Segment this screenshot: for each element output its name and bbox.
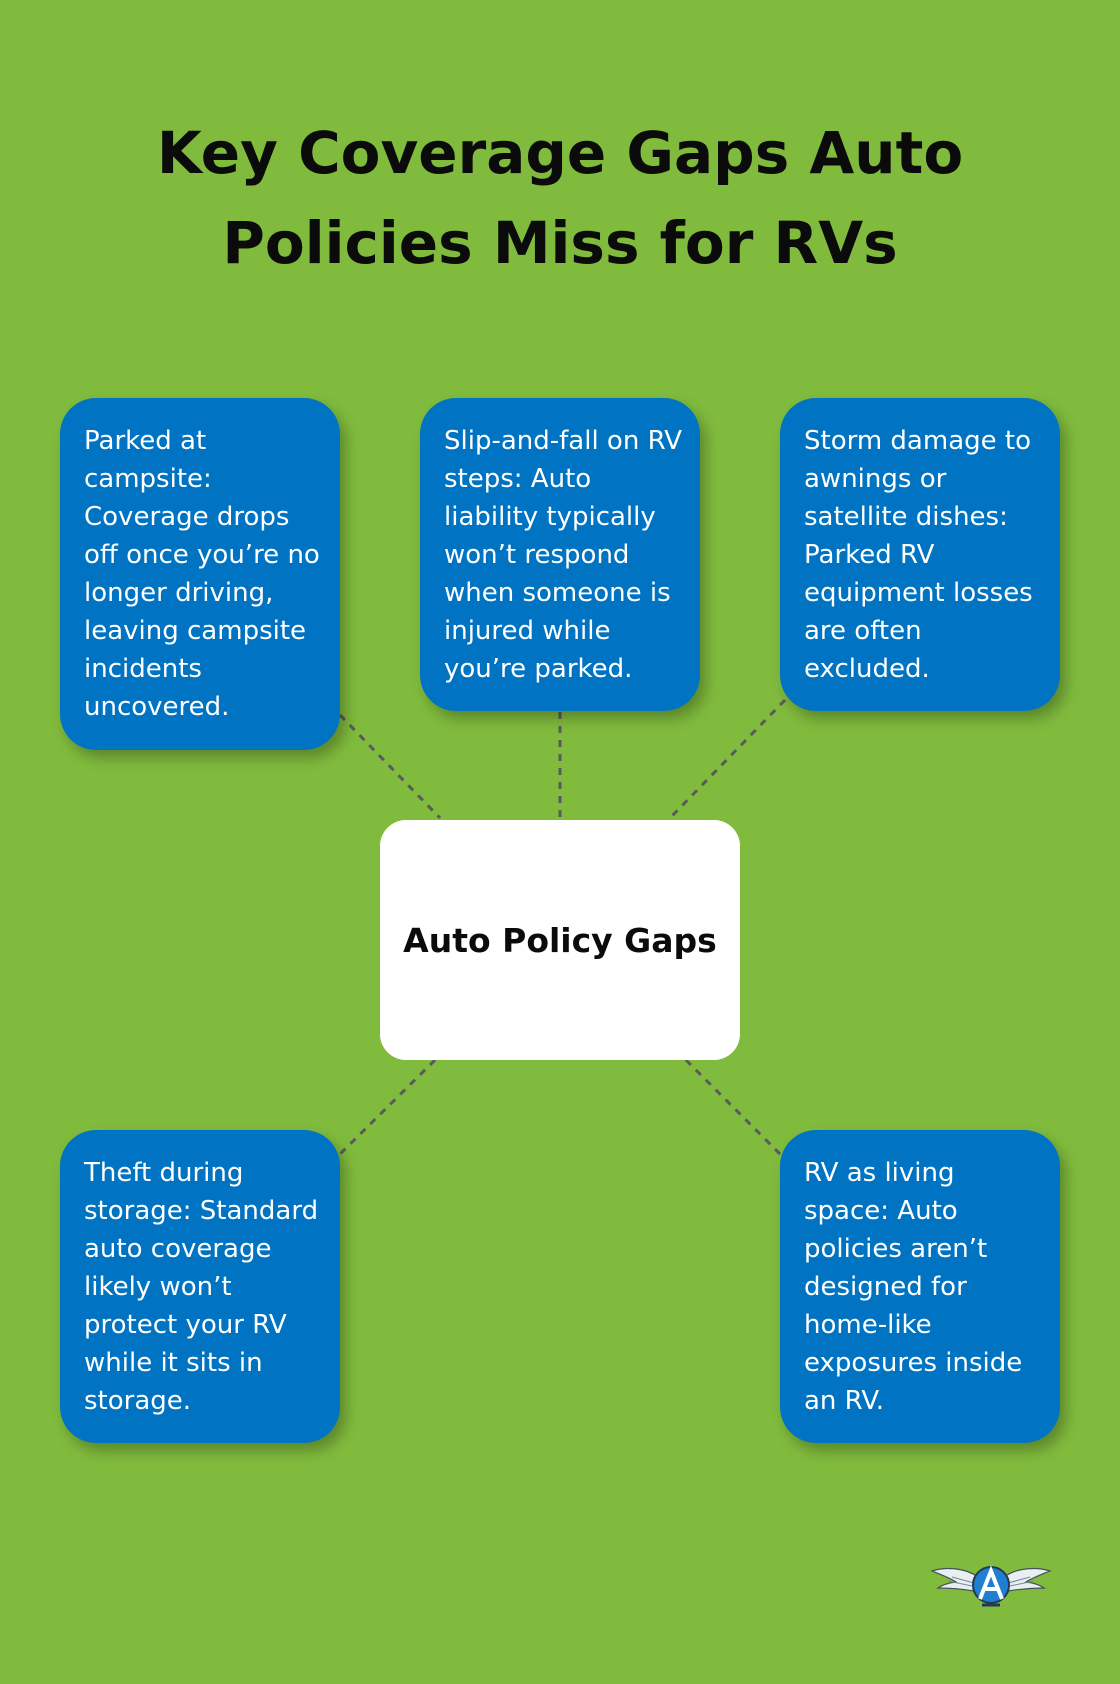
- center-label: Auto Policy Gaps: [403, 920, 717, 960]
- gap-card-text: RV as living space: Auto policies aren’t designed for home-like exposures inside an RV.: [804, 1158, 1023, 1416]
- page-title: Key Coverage Gaps Auto Policies Miss for RVs: [156, 119, 964, 277]
- gap-card-living-space: [780, 1130, 1060, 1443]
- winged-shield-logo-icon: [930, 1555, 1052, 1615]
- gap-card-slip-and-fall: [420, 398, 700, 711]
- gap-card-text: Storm damage to awnings or satellite dishes: Parked RV equipment losses are often excluded.: [804, 426, 1033, 684]
- gap-card-text: Slip-and-fall on RV steps: Auto liability typically won’t respond when someone is injured while you’re parked.: [444, 426, 683, 684]
- connector-gap-4: [338, 1060, 435, 1156]
- center-node: [380, 820, 740, 1060]
- gap-card-parked-campsite: [60, 398, 340, 750]
- connector-gap-1: [340, 715, 440, 818]
- gap-card-text: Theft during storage: Standard auto coverage likely won’t protect your RV while it sits in storage.: [84, 1158, 319, 1416]
- connector-gap-5: [686, 1060, 782, 1156]
- gap-card-storm-damage: [780, 398, 1060, 711]
- gap-card-theft-storage: [60, 1130, 340, 1443]
- connector-gap-3: [670, 700, 785, 818]
- gap-card-text: Parked at campsite: Coverage drops off once you’re no longer driving, leaving campsite incidents uncovered.: [84, 426, 320, 722]
